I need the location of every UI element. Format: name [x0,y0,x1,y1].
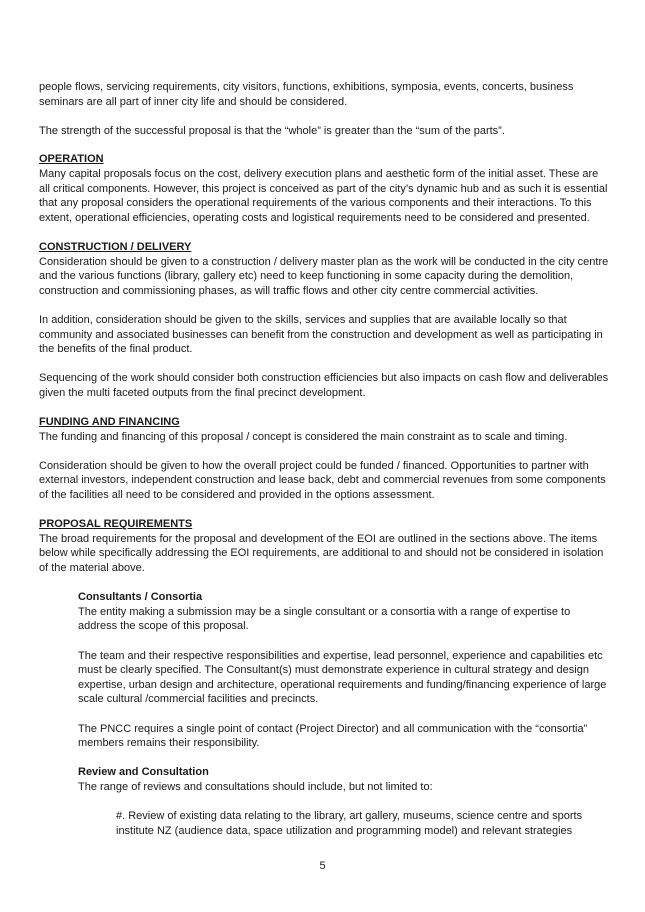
construction-paragraph-1: Consideration should be given to a construction / delivery master plan as the work will be conducted in the city centre and the various functions (library, gallery etc) need to keep functioning in some capacity during the demolition, construction and commissioning phases, as will traffic flows and other city centre commercial activities. [39,255,609,297]
intro-paragraph-1: people flows, servicing requirements, city visitors, functions, exhibitions, symposia, events, concerts, business seminars are all part of inner city life and should be considered. [39,81,574,108]
operation-paragraph-1: Many capital proposals focus on the cost, delivery execution plans and aesthetic form of the initial asset. These are all critical components. However, this project is conceived as part of the city’s dynamic hub and as such it is essential that any proposal considers the operational requirements of the various components and their interactions. To this extent, operational efficiencies, operating costs and logistical requirements need to be considered and presented. [39,167,608,224]
proposal-heading: PROPOSAL REQUIREMENTS [39,518,193,531]
consultants-heading: Consultants / Consortia [78,591,203,604]
review-list [116,809,611,838]
construction-paragraph-3: Sequencing of the work should consider both construction efficiencies but also impacts on cash flow and deliverables given the multi faceted outputs from the final precinct development. [39,372,609,399]
consultants-paragraph-1: The entity making a submission may be a single consultant or a consortia with a range of expertise to address the scope of this proposal. [78,605,571,633]
intro-paragraph-2: The strength of the successful proposal is that the “whole” is greater than the “sum of the parts”. [39,124,505,137]
proposal-paragraph-1: The broad requirements for the proposal and development of the EOI are outlined in the sections above. The items below while specifically addressing the EOI requirements, are additional to and should not be considered in isolation of the material above. [39,532,604,574]
review-list-item: #. Review of existing data relating to the library, art gallery, museums, science centre and sports institute NZ (audience data, space utilization and programming model) and relevant strategies [116,810,583,837]
proposal-section [39,517,611,838]
construction-section [39,240,611,401]
funding-heading: FUNDING AND FINANCING [39,416,180,429]
page-content [39,80,611,853]
funding-section [39,415,611,503]
funding-paragraph-2: Consideration should be given to how the overall project could be funded / financed. Opportunities to partner with external investors, independent construction and lease back, debt and commercial revenues from some components of the facilities all need to be considered and provided in the options assessment. [39,459,606,502]
page-number: 5 [319,860,326,872]
operation-heading: OPERATION [39,153,104,166]
consultants-subsection [78,590,611,794]
review-heading: Review and Consultation [78,766,209,779]
construction-heading: CONSTRUCTION / DELIVERY [39,240,192,253]
consultants-paragraph-3: The PNCC requires a single point of contact (Project Director) and all communication with the “consortia” members remains their responsibility. [78,722,588,750]
consultants-paragraph-2: The team and their respective responsibilities and expertise, lead personnel, experience and capabilities etc must be clearly specified. The Consultant(s) must demonstrate experience in cultural strategy and design expertise, urban design and architecture, operational requirements and funding/financing experience of large scale cultural /commercial facilities and precincts. [78,649,607,706]
construction-paragraph-2: In addition, consideration should be given to the skills, services and supplies that are available locally so that community and associated businesses can benefit from the construction and development as well as participating in the benefits of the final product. [39,313,603,356]
funding-paragraph-1: The funding and financing of this proposal / concept is considered the main constraint as to scale and timing. [39,430,568,443]
review-paragraph-1: The range of reviews and consultations should include, but not limited to: [78,780,433,793]
operation-section [39,152,611,225]
